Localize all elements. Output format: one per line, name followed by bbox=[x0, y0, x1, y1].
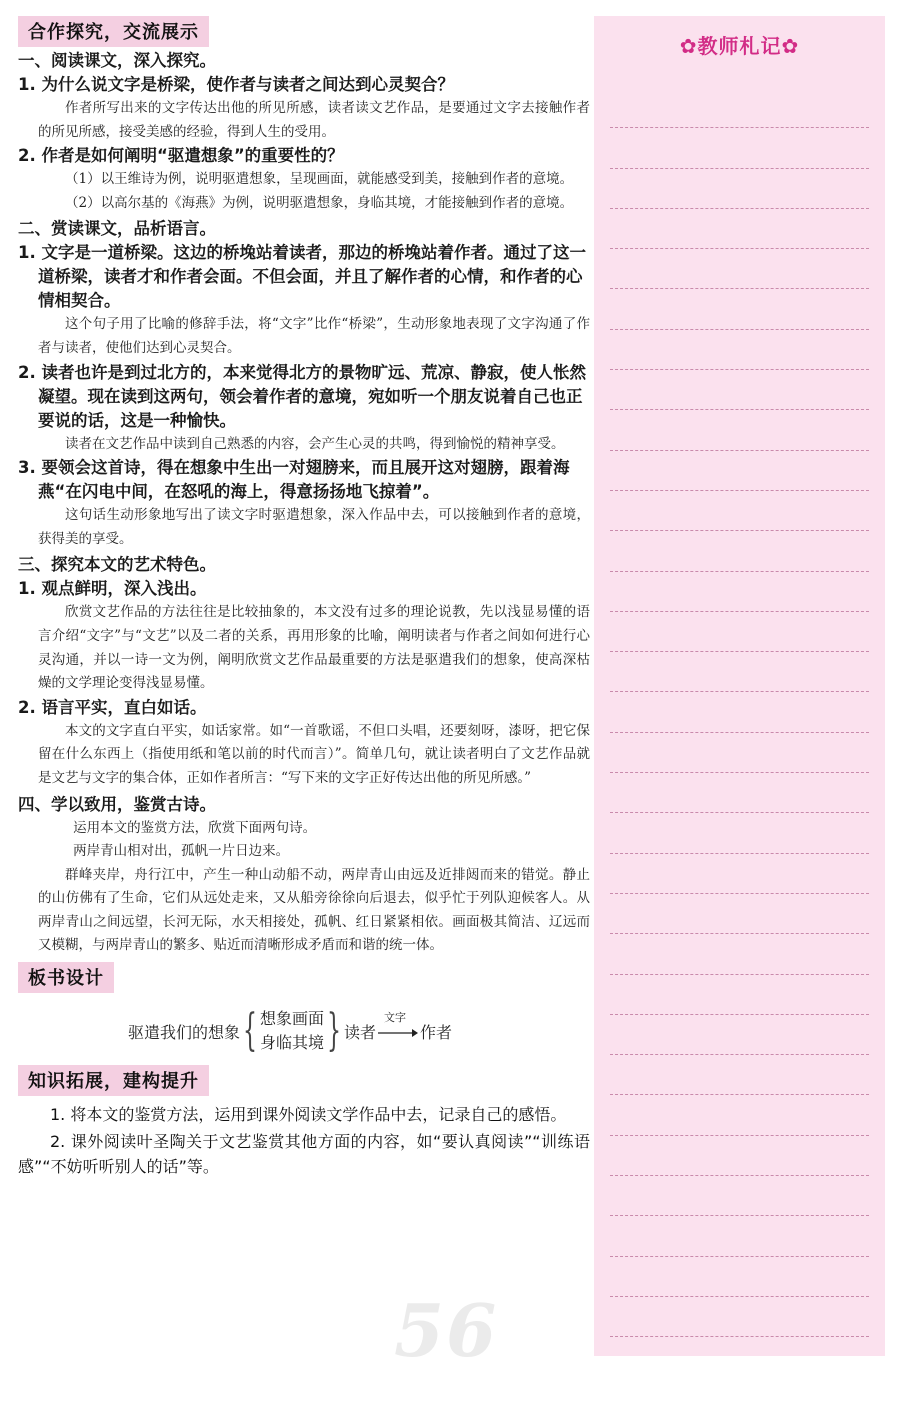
section-heading-3: 三、探究本文的艺术特色。 bbox=[18, 555, 216, 575]
notes-line bbox=[610, 854, 869, 894]
notes-line bbox=[610, 1257, 869, 1297]
poem-analysis: 群峰夹岸，舟行江中，产生一种山动船不动，两岸青山由远及近排闼而来的错觉。静止的山仿佛有了生命，它们从远处走来，又从船旁徐徐向后退去，似乎忙于列队迎候客人。从两岸青山之间远望，长河无际，水天相接处，孤帆、红日紧紧相依。画面极其简洁、辽远而又模糊，与两岸青山的繁多、贴近而清晰形成矛盾而和谐的统一体。 bbox=[38, 866, 590, 954]
notes-line bbox=[610, 209, 869, 249]
flower-icon: ✿ bbox=[679, 34, 698, 58]
notes-line bbox=[610, 1015, 869, 1055]
answer-1-2a: （1）以王维诗为例，说明驱遣想象，呈现画面，就能感受到美，接触到作者的意境。 bbox=[65, 171, 574, 188]
question-3-1: 1. 观点鲜明，深入浅出。 bbox=[18, 579, 207, 599]
board-items bbox=[260, 1007, 324, 1055]
notes-line bbox=[610, 249, 869, 289]
board-reader: 读者 bbox=[344, 1022, 377, 1042]
question-2-1: 1. 文字是一道桥梁。这边的桥堍站着读者，那边的桥堍站着作者。通过了这一道桥梁，读者才和作者会面。不但会面，并且了解作者的心情，和作者的心情相契合。 bbox=[18, 243, 586, 311]
notes-ruled-lines[interactable] bbox=[610, 88, 869, 1337]
right-brace: } bbox=[327, 1005, 342, 1057]
notes-line bbox=[610, 289, 869, 329]
notes-line bbox=[610, 1176, 869, 1216]
answer-2-1: 这个句子用了比喻的修辞手法，将“文字”比作“桥梁”，生动形象地表现了文字沟通了作者与读者，使他们达到心灵契合。 bbox=[38, 316, 590, 356]
question-2-2: 2. 读者也许是到过北方的，本来觉得北方的景物旷远、荒凉、静寂，使人怅然凝望。现在读到这两句，领会着作者的意境，宛如听一个朋友说着自己也正要说的话，这是一种愉快。 bbox=[18, 362, 586, 430]
board-item-immersion: 身临其境 bbox=[260, 1033, 325, 1053]
board-item-imagine-picture: 想象画面 bbox=[260, 1009, 325, 1029]
board-design bbox=[128, 1007, 590, 1055]
flower-icon: ✿ bbox=[781, 34, 800, 58]
notes-line bbox=[610, 128, 869, 168]
answer-1-1: 作者所写出来的文字传达出他的所见所感，读者读文艺作品，是要通过文字去接触作者的所见所感，接受美感的经验，得到人生的受用。 bbox=[38, 100, 590, 140]
notes-line bbox=[610, 410, 869, 450]
poem-lines: 两岸青山相对出，孤帆一片日边来。 bbox=[73, 843, 290, 860]
section-heading-1: 一、阅读课文，深入探究。 bbox=[18, 51, 216, 70]
notes-line bbox=[610, 330, 869, 370]
notes-line bbox=[610, 88, 869, 128]
teacher-notes-title bbox=[594, 30, 885, 59]
question-1-1: 1. 为什么说文字是桥梁，使作者与读者之间达到心灵契合？ bbox=[18, 75, 454, 94]
poem-instruction: 运用本文的鉴赏方法，欣赏下面两句诗。 bbox=[73, 819, 317, 836]
notes-line bbox=[610, 894, 869, 934]
notes-line bbox=[610, 491, 869, 531]
notes-line bbox=[610, 531, 869, 571]
board-arrow bbox=[378, 1011, 418, 1041]
notes-line bbox=[610, 773, 869, 813]
section-heading-2: 二、赏读课文，品析语言。 bbox=[18, 219, 216, 239]
question-2-3: 3. 要领会这首诗，得在想象中生出一对翅膀来，而且展开这对翅膀，跟着海燕“在闪电中间，在怒吼的海上，得意扬扬地飞掠着”。 bbox=[18, 458, 570, 502]
answer-1-2b: （2）以高尔基的《海燕》为例，说明驱遣想象，身临其境，才能接触到作者的意境。 bbox=[65, 194, 574, 211]
notes-line bbox=[610, 813, 869, 853]
notes-line bbox=[610, 1297, 869, 1337]
extension-item-1: 1. 将本文的鉴赏方法，运用到课外阅读文学作品中去，记录自己的感悟。 bbox=[50, 1105, 567, 1125]
notes-line bbox=[610, 612, 869, 652]
teacher-notes-panel bbox=[594, 16, 885, 1356]
extension-item-2: 2. 课外阅读叶圣陶关于文艺鉴赏其他方面的内容，如“要认真阅读”“训练语感”“不妨听听别人的话”等。 bbox=[18, 1132, 590, 1177]
answer-3-2: 本文的文字直白平实，如话家常。如“一首歌谣，不但口头唱，还要刻呀，漆呀，把它保留在什么东西上（指使用纸和笔以前的时代而言）”。简单几句，就让读者明白了文艺作品就是文艺与文字的集合体，正如作者所言：“写下来的文字正好传达出他的所见所感。” bbox=[38, 722, 590, 786]
answer-2-3: 这句话生动形象地写出了读文字时驱遣想象，深入作品中去，可以接触到作者的意境，获得美的享受。 bbox=[38, 507, 590, 547]
notes-line bbox=[610, 1095, 869, 1135]
arrow-label: 文字 bbox=[384, 1011, 407, 1025]
notes-line bbox=[610, 733, 869, 773]
notes-line bbox=[610, 1216, 869, 1256]
notes-line bbox=[610, 1136, 869, 1176]
board-left-text: 驱遣我们的想象 bbox=[128, 1022, 241, 1042]
notes-line bbox=[610, 169, 869, 209]
teacher-notes-label: 教师札记 bbox=[697, 34, 782, 58]
arrow-right-icon bbox=[378, 1029, 418, 1037]
notes-line bbox=[610, 370, 869, 410]
section-banner-extension: 知识拓展，建构提升 bbox=[18, 1065, 209, 1096]
answer-2-2: 读者在文艺作品中读到自己熟悉的内容，会产生心灵的共鸣，得到愉悦的精神享受。 bbox=[65, 435, 565, 452]
notes-line bbox=[610, 692, 869, 732]
answer-3-1: 欣赏文艺作品的方法往往是比较抽象的，本文没有过多的理论说教，先以浅显易懂的语言介绍“文字”与“文艺”以及二者的关系，再用形象的比喻，阐明读者与作者之间如何进行心灵沟通，并以一诗一文为例，阐明欣赏文艺作品最重要的方法是驱遣我们的想象，使高深枯燥的文学理论变得浅显易懂。 bbox=[38, 604, 590, 692]
notes-line bbox=[610, 934, 869, 974]
section-heading-4: 四、学以致用，鉴赏古诗。 bbox=[18, 794, 216, 814]
notes-line bbox=[610, 451, 869, 491]
section-banner-cooperation: 合作探究，交流展示 bbox=[18, 16, 209, 47]
notes-line bbox=[610, 1055, 869, 1095]
left-brace: { bbox=[243, 1005, 258, 1057]
notes-line bbox=[610, 652, 869, 692]
question-3-2: 2. 语言平实，直白如话。 bbox=[18, 697, 207, 717]
notes-line bbox=[610, 572, 869, 612]
notes-line bbox=[610, 975, 869, 1015]
main-content bbox=[18, 16, 590, 1179]
section-banner-board-design: 板书设计 bbox=[18, 962, 114, 993]
page-number: 56 bbox=[394, 1288, 499, 1373]
board-author: 作者 bbox=[420, 1022, 453, 1042]
question-1-2: 2. 作者是如何阐明“驱遣想象”的重要性的？ bbox=[18, 146, 344, 166]
